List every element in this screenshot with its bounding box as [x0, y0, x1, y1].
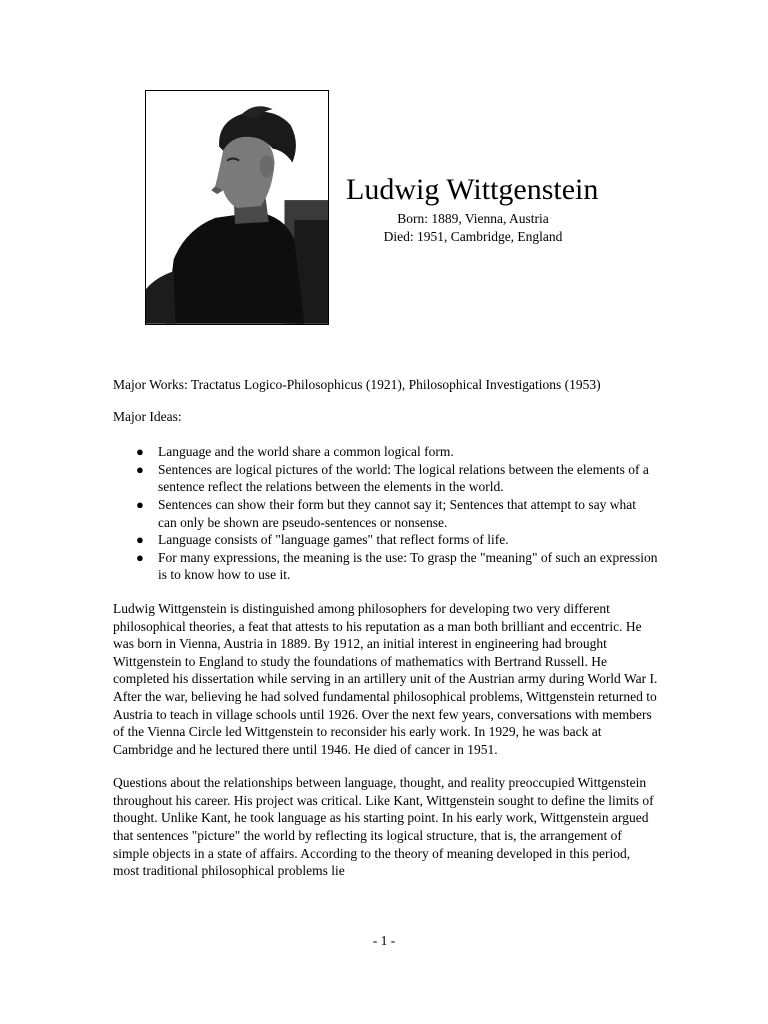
paragraph-biography: Ludwig Wittgenstein is distinguished among philosophers for developing two very different philosophical theories, a feat that attests to his reputation as a man both brilliant and eccentric. He was born in Vienna, Austria in 1889. By 1912, an initial interest in engineering had brought Wittgenstein to England to study the foundations of mathematics with Bertrand Russell. He completed his dissertation while serving in an artillery unit of the Austrian army during World War I. After the war, believing he had solved fundamental philosophical problems, Wittgenstein returned to Austria to teach in village schools until 1926. Over the next few years, conversations with members of the Vienna Circle led Wittgenstein to reconsider his early work. In 1929, he was back at Cambridge and he lectured there until 1946. He died of cancer in 1951.	[113, 600, 658, 757]
born-line: Born: 1889, Vienna, Austria	[397, 211, 549, 226]
major-works: Major Works: Tractatus Logico-Philosophicus (1921), Philosophical Investigations (1953)	[113, 377, 601, 392]
header-block	[346, 172, 626, 246]
list-item-text: Sentences can show their form but they cannot say it; Sentences that attempt to say what can only be shown are pseudo-sentences or nonsense.	[158, 496, 636, 530]
list-item	[136, 496, 658, 531]
major-ideas-list	[113, 443, 658, 584]
page-title: Ludwig Wittgenstein	[346, 173, 599, 206]
list-item-text: Sentences are logical pictures of the world: The logical relations between the elements of a sentence reflect the relations between the elements in the world.	[158, 461, 649, 495]
paragraph-philosophy: Questions about the relationships between language, thought, and reality preoccupied Wittgenstein throughout his career. His project was critical. Like Kant, Wittgenstein sought to define the limits of thought. Unlike Kant, he took language as his starting point. In his early work, Wittgenstein argued that sentences "picture" the world by reflecting its logical structure, that is, the arrangement of simple objects in a state of affairs. According to the theory of meaning developed in this period, most traditional philosophical problems lie	[113, 775, 654, 879]
died-line: Died: 1951, Cambridge, England	[383, 229, 563, 244]
list-item-text: For many expressions, the meaning is the use: To grasp the "meaning" of such an expression is to know how to use it.	[158, 549, 658, 583]
page-number: - 1 -	[372, 933, 396, 948]
portrait-image	[145, 90, 329, 325]
major-ideas-label: Major Ideas:	[113, 408, 182, 424]
list-item	[136, 461, 658, 496]
list-item-text: Language consists of "language games" that reflect forms of life.	[158, 532, 509, 548]
portrait-photo-icon	[146, 91, 328, 324]
document-body	[113, 376, 658, 896]
list-item	[136, 443, 658, 461]
bullet-icon: ●	[136, 461, 144, 477]
list-item	[136, 531, 658, 549]
bullet-icon: ●	[136, 532, 144, 548]
list-item-text: Language and the world share a common logical form.	[158, 444, 454, 460]
bio-dates	[378, 210, 568, 246]
bullet-icon: ●	[136, 444, 144, 460]
bullet-icon: ●	[136, 549, 144, 565]
bullet-icon: ●	[136, 496, 144, 512]
list-item	[136, 549, 658, 584]
